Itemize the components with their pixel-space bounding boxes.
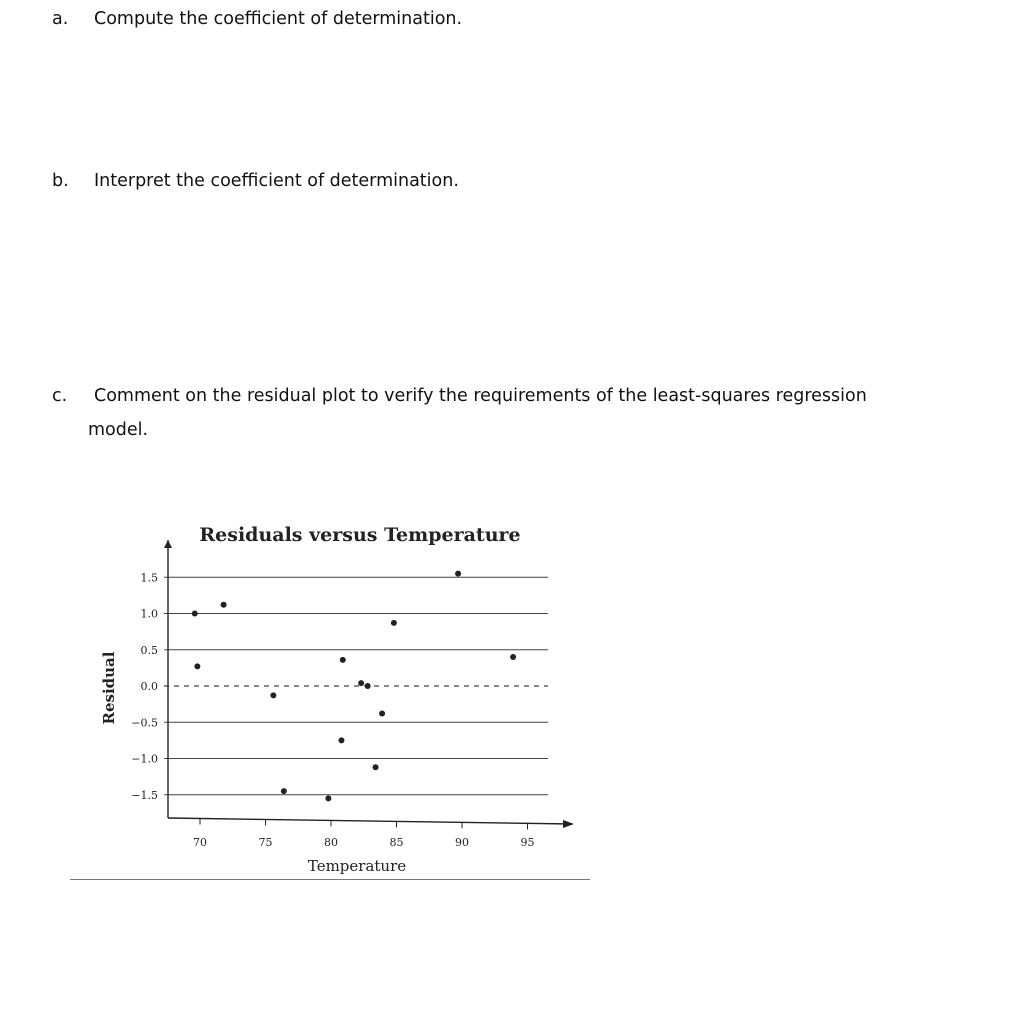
data-point [365, 683, 371, 689]
question-a-text: Compute the coefficient of determination. [94, 9, 463, 29]
page-rule [70, 879, 590, 880]
y-tick-label: 0.0 [140, 680, 158, 693]
x-tick-label: 75 [258, 836, 273, 849]
chart-title: Residuals versus Temperature [199, 524, 521, 546]
x-axis-line [168, 818, 572, 824]
data-point [358, 680, 364, 686]
data-point [281, 788, 287, 794]
y-tick-label: −1.0 [131, 752, 158, 766]
data-point [455, 571, 461, 577]
data-point [338, 737, 344, 743]
data-point [270, 692, 276, 698]
data-point [379, 711, 385, 717]
question-c-text-cont: model. [88, 420, 149, 440]
question-c-letter: c. [52, 386, 68, 406]
data-point [221, 602, 227, 608]
y-axis-arrow [164, 540, 172, 548]
y-axis-label: Residual [100, 651, 118, 725]
question-b-letter: b. [52, 171, 69, 191]
question-c-text: Comment on the residual plot to verify the requirements of the least-squares regression [94, 386, 867, 406]
x-axis-arrow [563, 820, 574, 828]
x-tick-label: 90 [455, 836, 469, 849]
x-tick-label: 80 [324, 836, 338, 849]
question-b-text: Interpret the coefficient of determination. [94, 171, 459, 191]
x-tick-label: 95 [520, 836, 535, 849]
question-a-letter: a. [52, 9, 69, 29]
data-point [192, 611, 198, 617]
data-point [340, 657, 346, 663]
y-tick-label: 1.5 [140, 571, 158, 585]
y-tick-label: 0.5 [140, 643, 158, 657]
data-point [194, 663, 200, 669]
data-point [391, 620, 397, 626]
x-tick-label: 70 [193, 836, 207, 849]
y-tick-label: −0.5 [131, 716, 158, 730]
x-tick-label: 85 [389, 836, 404, 849]
data-point [373, 764, 379, 770]
data-point [325, 795, 331, 801]
y-tick-label: −1.5 [131, 788, 158, 802]
data-point [510, 654, 516, 660]
x-axis-label: Temperature [307, 857, 407, 875]
y-tick-label: 1.0 [140, 607, 158, 621]
